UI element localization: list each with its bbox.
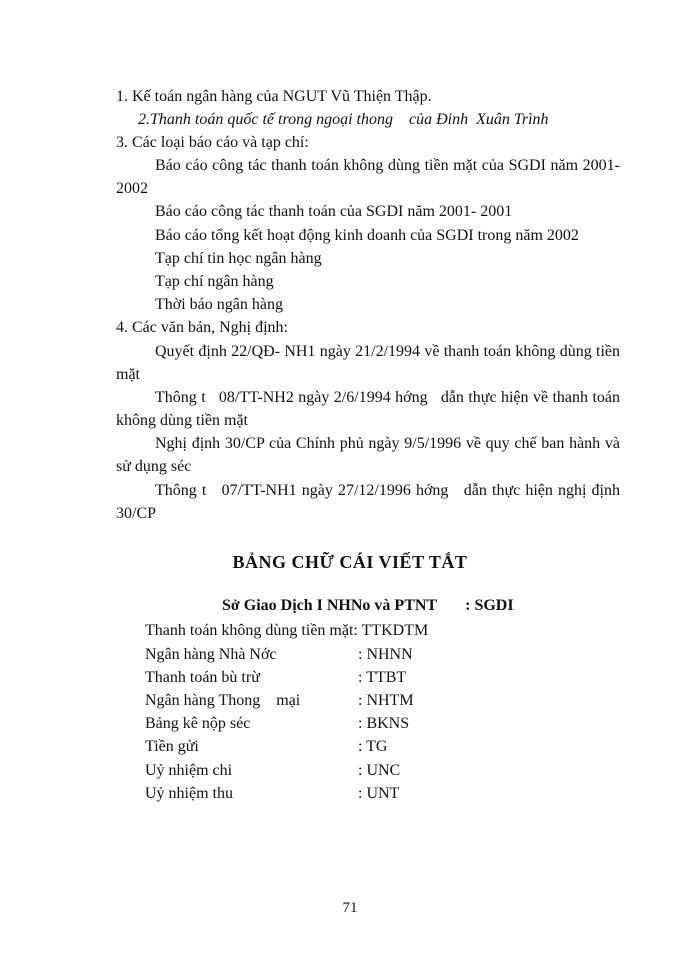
journal-line-3: Thời báo ngân hàng (155, 296, 283, 313)
abbreviation-code: : UNC (358, 762, 401, 779)
decree-line-4-cont: 30/CP (116, 505, 157, 522)
decree-line-1-cont: mặt (116, 366, 140, 383)
abbreviation-term: Uỷ nhiệm chi (145, 762, 233, 779)
abbreviation-row (145, 668, 406, 688)
decree-line-2: Thông t 08/TT-NH2 ngày 2/6/1994 hớng dẫn thực hiện về thanh toán (155, 389, 620, 406)
reference-item-2: 2.Thanh toán quốc tế trong ngoại thong của Đinh Xuân Trình (138, 111, 549, 128)
subtitle-term: Sở Giao Dịch I NHNo và PTNT (222, 597, 438, 614)
abbreviation-code: : NHNN (358, 646, 413, 663)
abbreviation-row (145, 761, 400, 781)
abbreviation-term: Ngân hàng Thong mại (145, 692, 301, 709)
abbreviation-row (145, 737, 387, 757)
abbreviation-term: Uỷ nhiệm thu (145, 785, 233, 802)
abbreviation-code: : TG (358, 738, 388, 755)
report-line-1-cont: 2002 (116, 180, 148, 197)
abbreviation-code: : NHTM (358, 692, 414, 709)
decree-line-3-cont: sử dụng séc (116, 458, 192, 475)
abbreviation-row (145, 621, 428, 641)
decree-line-1: Quyết định 22/QĐ- NH1 ngày 21/2/1994 về thanh toán không dùng tiền (155, 343, 620, 360)
abbreviation-term: Thanh toán bù trừ (145, 669, 260, 686)
abbreviations-title: BẢNG CHỮ CÁI VIẾT TẮT (232, 552, 468, 572)
abbreviation-term: Ngân hàng Nhà Nớc (145, 646, 277, 663)
reference-item-4-heading: 4. Các văn bản, Nghị định: (116, 319, 288, 336)
abbreviation-row (145, 645, 413, 665)
abbreviation-row (145, 691, 414, 711)
page-number: 71 (342, 900, 358, 916)
abbreviation-code: : UNT (358, 785, 400, 802)
abbreviation-row (145, 714, 409, 734)
abbreviation-code: : BKNS (358, 715, 410, 732)
decree-line-4: Thông t 07/TT-NH1 ngày 27/12/1996 hớng dẫn thực hiện nghị định (155, 482, 620, 499)
abbreviation-term: Tiền gửi (145, 738, 199, 755)
journal-line-1: Tạp chí tin học ngân hàng (155, 250, 322, 267)
abbreviations-subtitle (222, 597, 514, 615)
abbreviation-term: Bảng kê nộp séc (145, 715, 251, 732)
decree-line-2-cont: không dùng tiền mặt (116, 412, 248, 429)
report-line-3: Báo cáo tổng kết hoạt động kinh doanh của SGDI trong năm 2002 (155, 227, 579, 244)
decree-line-3: Nghị định 30/CP của Chính phủ ngày 9/5/1996 về quy chế ban hành và (155, 435, 620, 452)
reference-item-1: 1. Kế toán ngân hàng của NGUT Vũ Thiện Thập. (116, 88, 432, 105)
reference-item-3-heading: 3. Các loại báo cáo và tạp chí: (116, 134, 309, 151)
journal-line-2: Tạp chí ngân hàng (155, 273, 274, 290)
abbreviation-term: Thanh toán không dùng tiền mặt (145, 622, 354, 639)
abbreviation-code: : TTBT (358, 669, 407, 686)
subtitle-abbr: : SGDI (465, 597, 514, 614)
report-line-2: Báo cáo công tác thanh toán của SGDI năm 2001- 2001 (155, 203, 513, 220)
abbreviation-row (145, 784, 399, 804)
report-line-1: Báo cáo công tác thanh toán không dùng tiền mặt của SGDI năm 2001- (155, 157, 620, 174)
abbreviation-code: : TTKDTM (353, 622, 429, 639)
